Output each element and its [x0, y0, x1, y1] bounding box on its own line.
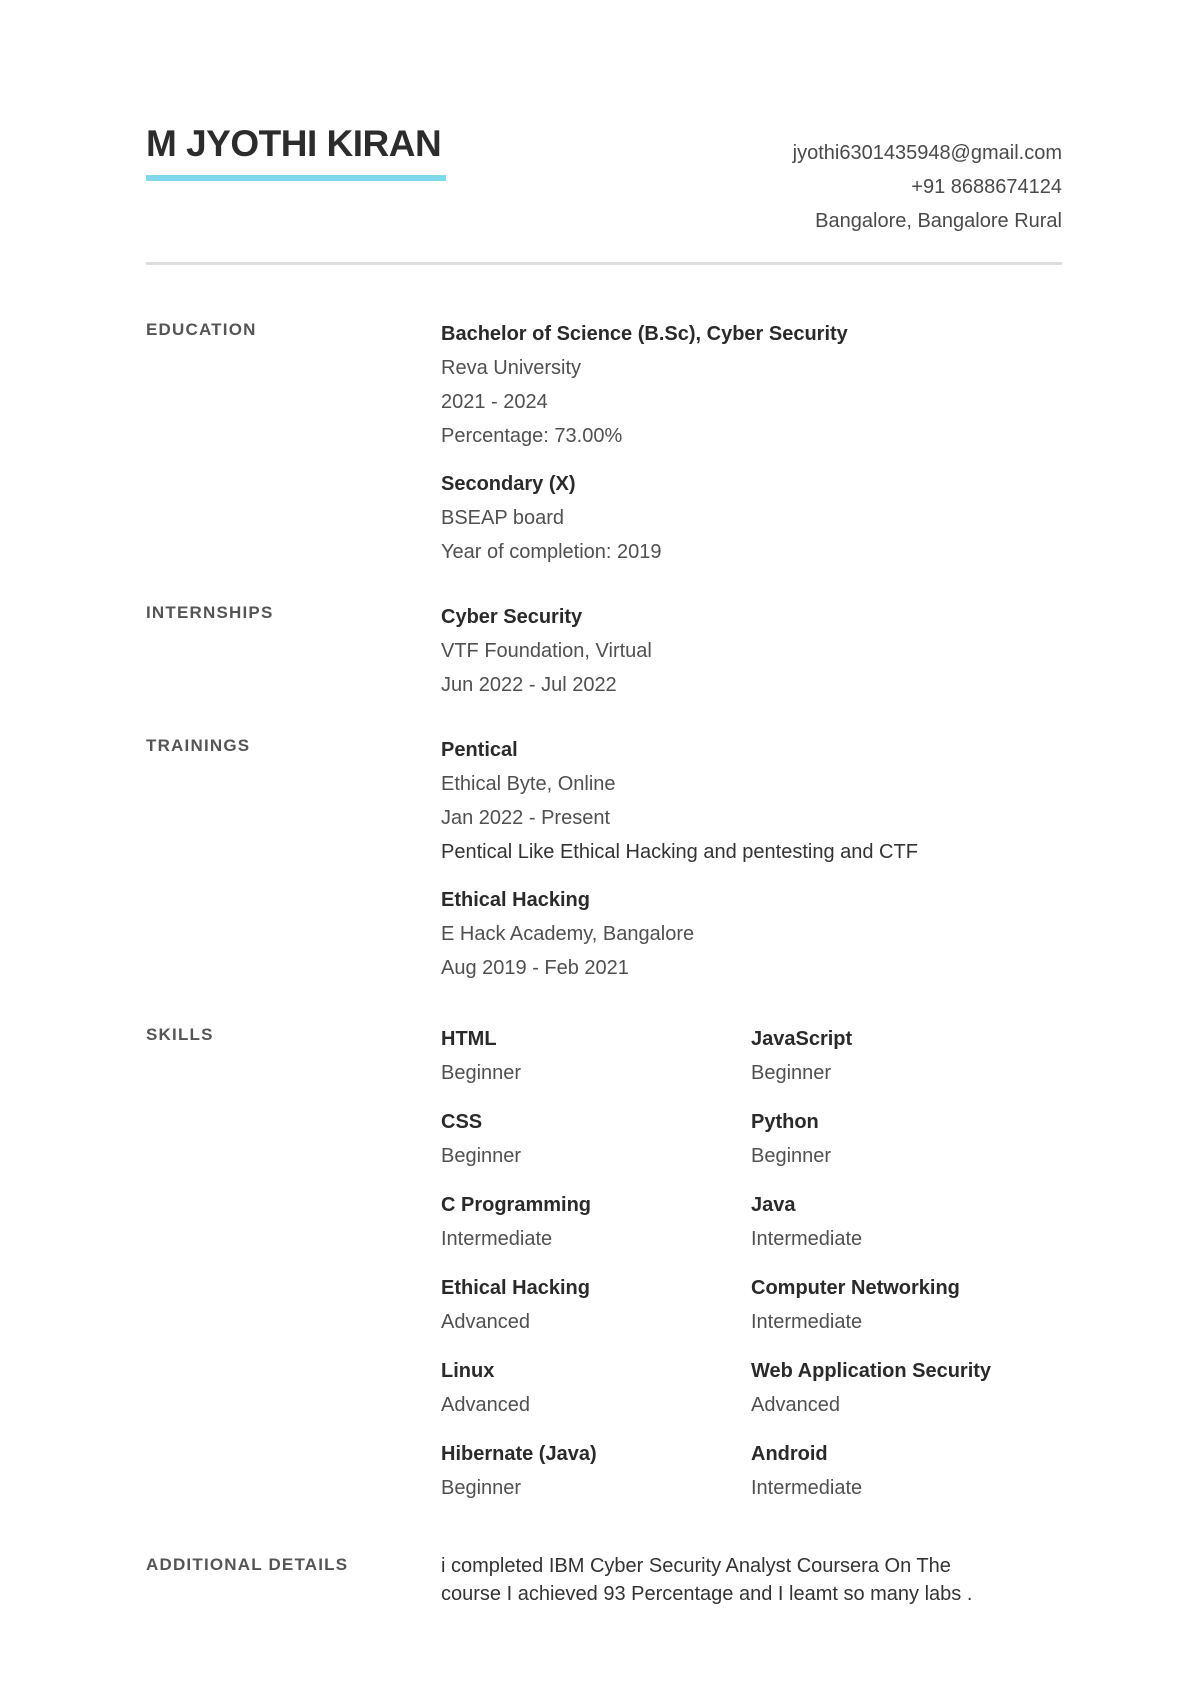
- internship-entry: [441, 600, 1062, 702]
- skill-level: Beginner: [441, 1145, 522, 1167]
- skill-name: Linux: [441, 1360, 495, 1382]
- skill-name: JavaScript: [751, 1028, 853, 1050]
- skill-item: [751, 1105, 1062, 1173]
- additional-details-line: course I achieved 93 Percentage and I leamt so many labs .: [441, 1583, 973, 1605]
- training-description: Pentical Like Ethical Hacking and pentesting and CTF: [441, 841, 918, 863]
- education-entry: [441, 317, 1062, 453]
- education-body: [441, 317, 1062, 583]
- skills-grid: [441, 1022, 1062, 1505]
- skill-name: Java: [751, 1194, 796, 1216]
- contact-info: [793, 136, 1062, 238]
- skill-name: Android: [751, 1443, 828, 1465]
- training-title: Ethical Hacking: [441, 889, 590, 911]
- skill-name: Ethical Hacking: [441, 1277, 590, 1299]
- internship-organization: VTF Foundation, Virtual: [441, 640, 652, 662]
- section-label-additional-details: ADDITIONAL DETAILS: [146, 1555, 349, 1574]
- skill-name: Hibernate (Java): [441, 1443, 597, 1465]
- skill-level: Advanced: [441, 1394, 530, 1416]
- internship-title: Cyber Security: [441, 606, 583, 628]
- candidate-name: M JYOTHI KIRAN: [146, 123, 442, 164]
- skills-body: [441, 1022, 1062, 1505]
- skill-level: Intermediate: [441, 1228, 553, 1250]
- education-institution: BSEAP board: [441, 507, 565, 529]
- skill-level: Beginner: [441, 1062, 522, 1084]
- skill-item: [441, 1437, 751, 1505]
- education-entry: [441, 467, 1062, 569]
- training-title: Pentical: [441, 739, 518, 761]
- education-degree: Secondary (X): [441, 473, 576, 495]
- skill-level: Advanced: [441, 1311, 530, 1333]
- skill-name: Computer Networking: [751, 1277, 960, 1299]
- skill-level: Beginner: [751, 1062, 832, 1084]
- education-score: Percentage: 73.00%: [441, 425, 623, 447]
- skill-item: [441, 1354, 751, 1422]
- training-entry: [441, 883, 1062, 985]
- training-dates: Jan 2022 - Present: [441, 807, 610, 829]
- resume-page: [146, 0, 1062, 1605]
- additional-details-text: [441, 1552, 1062, 1608]
- additional-details-line: i completed IBM Cyber Security Analyst Coursera On The: [441, 1555, 951, 1577]
- additional-details-body: [441, 1552, 1062, 1608]
- education-institution: Reva University: [441, 357, 582, 379]
- training-entry: [441, 733, 1062, 869]
- skill-name: HTML: [441, 1028, 497, 1050]
- skill-name: Python: [751, 1111, 819, 1133]
- skill-item: [751, 1188, 1062, 1256]
- skill-item: [441, 1271, 751, 1339]
- name-underline-accent: [146, 175, 446, 181]
- skill-level: Beginner: [751, 1145, 832, 1167]
- resume-header: [146, 0, 1062, 268]
- header-divider: [146, 262, 1062, 265]
- skill-item: [751, 1271, 1062, 1339]
- internships-body: [441, 600, 1062, 716]
- skill-item: [751, 1437, 1062, 1505]
- training-organization: Ethical Byte, Online: [441, 773, 616, 795]
- section-label-internships: INTERNSHIPS: [146, 603, 274, 622]
- section-label-skills: SKILLS: [146, 1025, 214, 1044]
- skill-level: Advanced: [751, 1394, 840, 1416]
- section-label-education: EDUCATION: [146, 320, 257, 339]
- skill-item: [751, 1354, 1062, 1422]
- skill-item: [441, 1188, 751, 1256]
- contact-phone[interactable]: +91 8688674124: [911, 176, 1062, 198]
- education-degree: Bachelor of Science (B.Sc), Cyber Security: [441, 323, 848, 345]
- internship-dates: Jun 2022 - Jul 2022: [441, 674, 617, 696]
- contact-location: Bangalore, Bangalore Rural: [815, 210, 1062, 232]
- education-years: 2021 - 2024: [441, 391, 548, 413]
- trainings-body: [441, 733, 1062, 999]
- section-label-trainings: TRAININGS: [146, 736, 251, 755]
- skill-level: Intermediate: [751, 1228, 863, 1250]
- skill-name: Web Application Security: [751, 1360, 992, 1382]
- skill-level: Beginner: [441, 1477, 522, 1499]
- skill-level: Intermediate: [751, 1477, 863, 1499]
- contact-email[interactable]: jyothi6301435948@gmail.com: [792, 142, 1062, 164]
- skill-name: CSS: [441, 1111, 483, 1133]
- skill-name: C Programming: [441, 1194, 592, 1216]
- skill-item: [441, 1105, 751, 1173]
- training-dates: Aug 2019 - Feb 2021: [441, 957, 629, 979]
- skill-level: Intermediate: [751, 1311, 863, 1333]
- education-years: Year of completion: 2019: [441, 541, 662, 563]
- training-organization: E Hack Academy, Bangalore: [441, 923, 695, 945]
- skill-item: [441, 1022, 751, 1090]
- skill-item: [751, 1022, 1062, 1090]
